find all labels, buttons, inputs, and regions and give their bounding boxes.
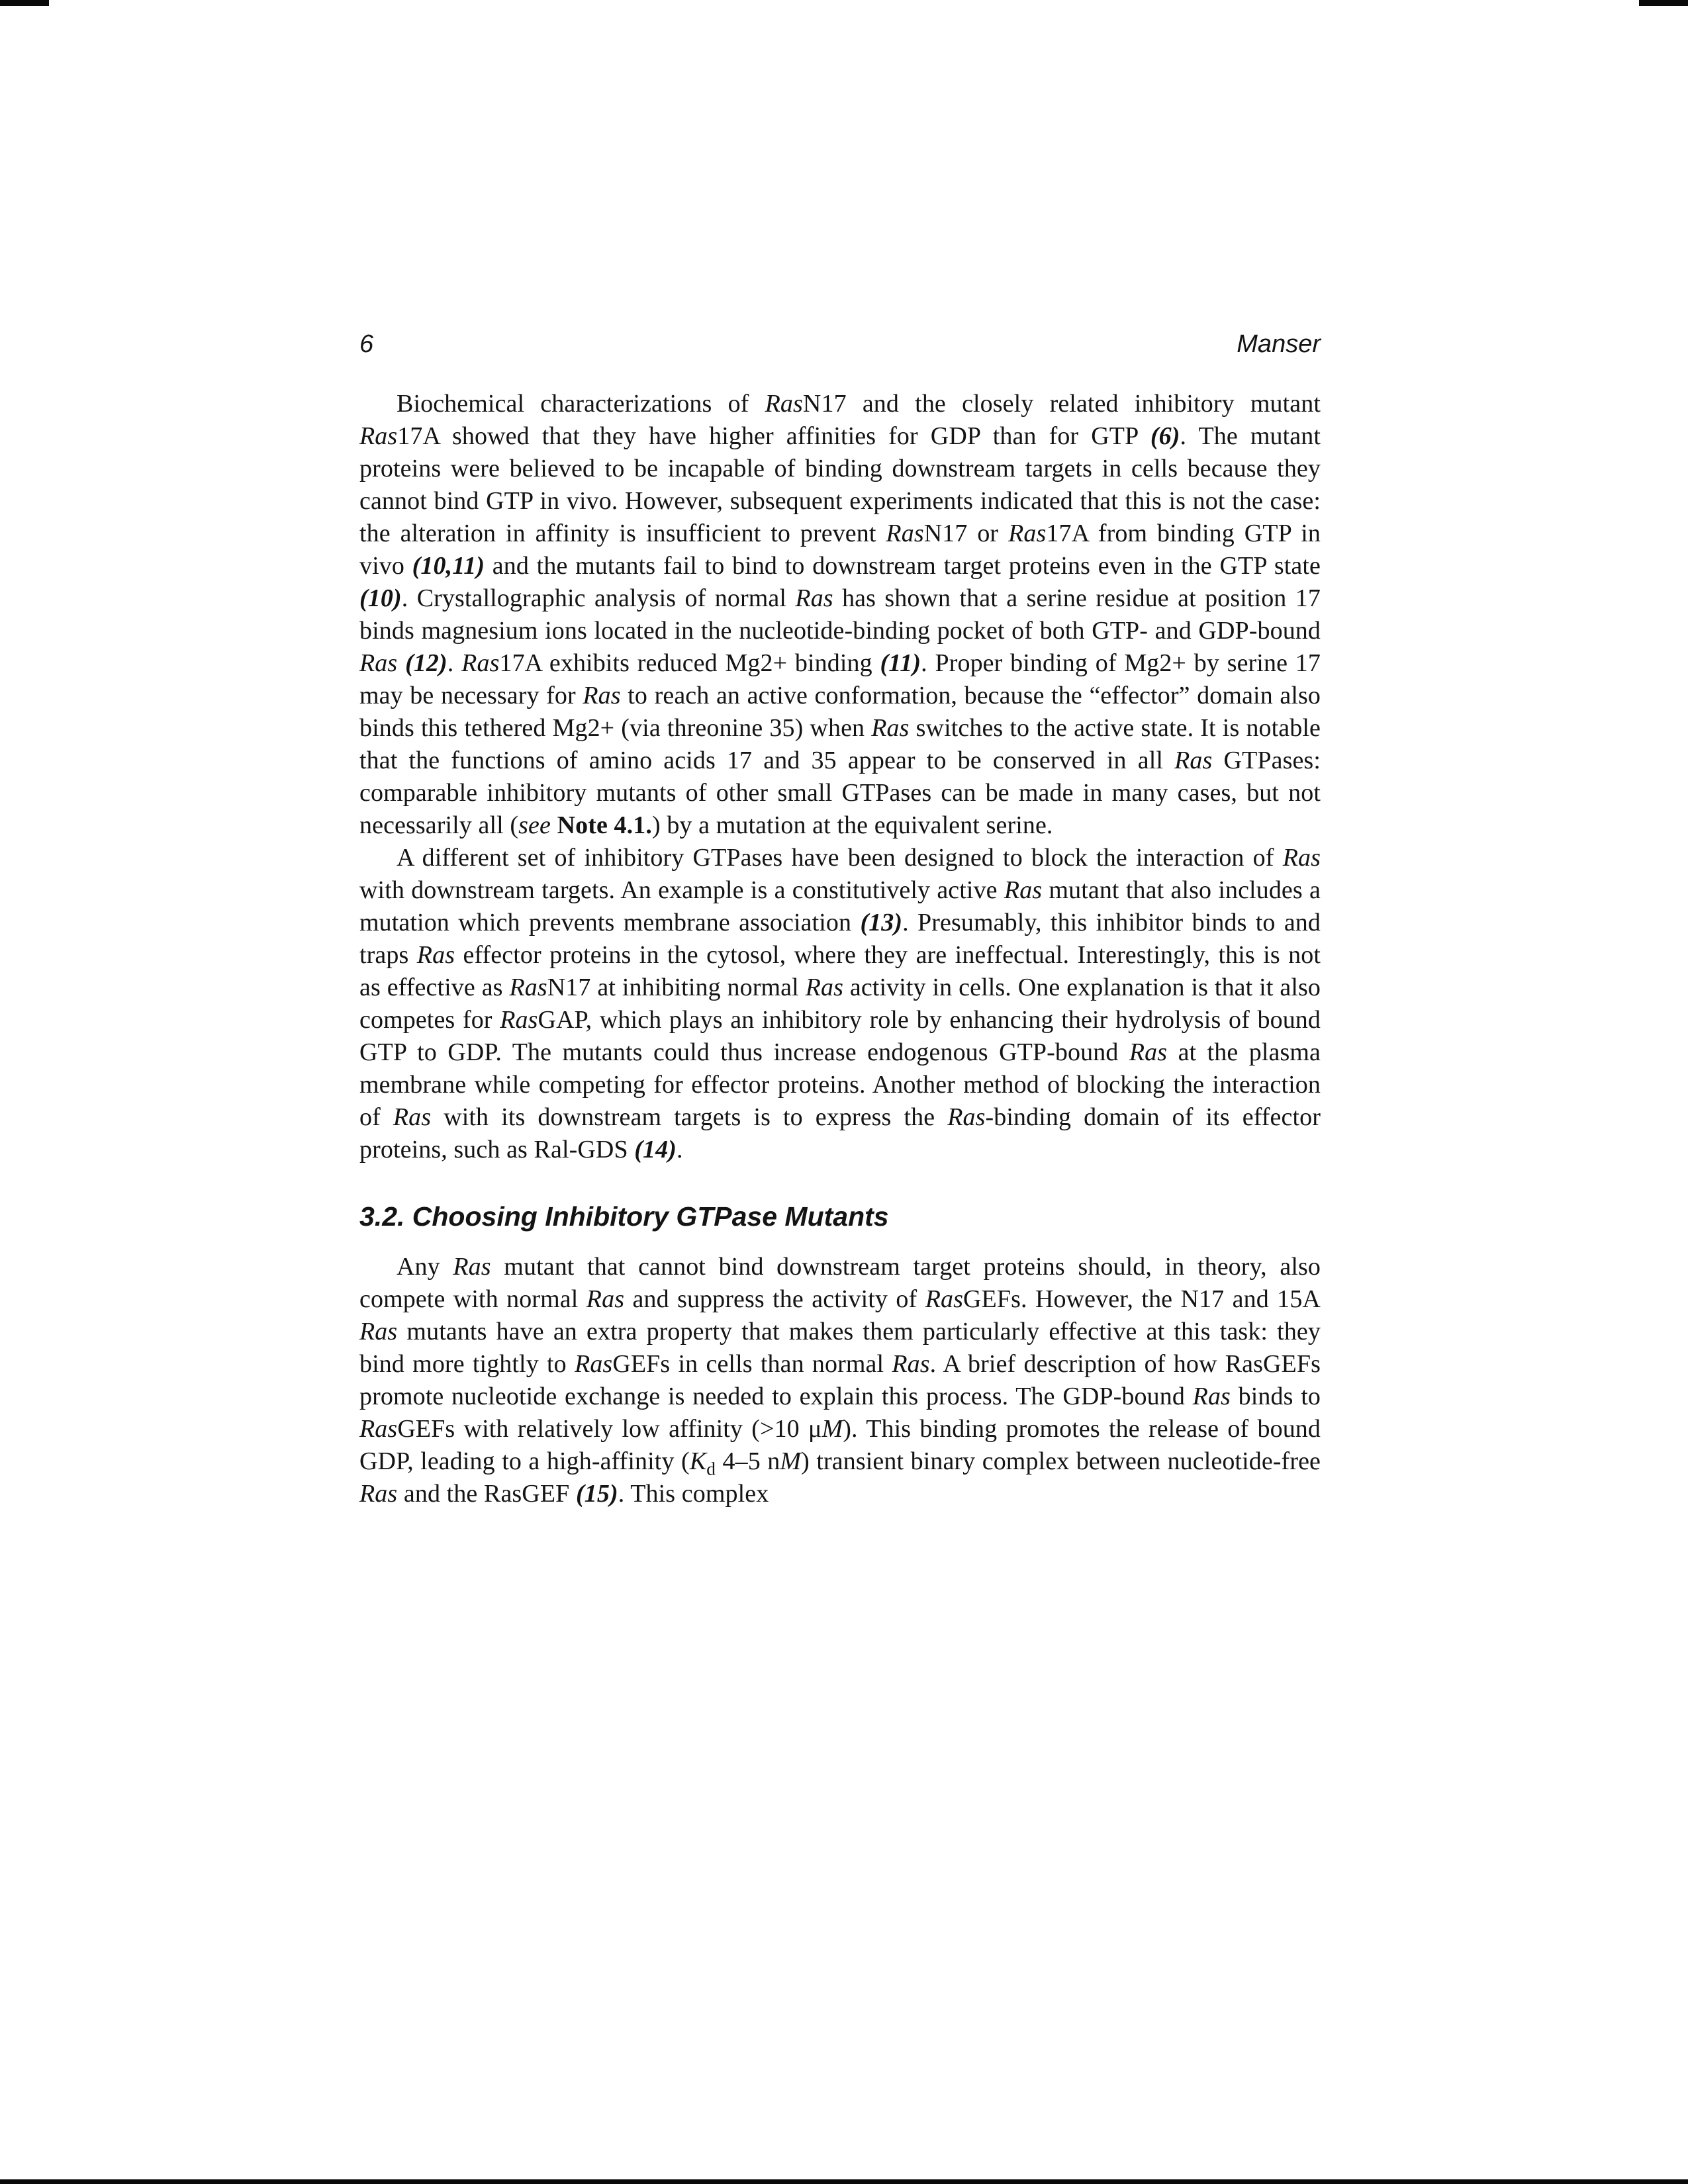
running-header	[359, 330, 1321, 359]
text-segment: (12)	[405, 649, 447, 677]
text-segment: N17 or	[923, 520, 1009, 547]
text-segment: . Crystallographic analysis of normal	[401, 584, 796, 612]
text-segment: Ras	[1004, 876, 1043, 904]
text-segment: (15)	[576, 1480, 618, 1508]
text-segment: GTPases: comparable inhibitory mutants of other small GTPases can be made in many cases, but not necessarily all (	[359, 747, 1321, 839]
text-segment: at the plasma membrane while competing for effector proteins. Another method of blocking the interaction of	[359, 1038, 1321, 1131]
text-segment: A different set of inhibitory GTPases have been designed to block the interaction of	[397, 844, 1283, 872]
text-segment: (10,11)	[412, 552, 485, 580]
text-segment: (11)	[880, 649, 921, 677]
running-head-author: Manser	[1237, 330, 1321, 358]
text-segment: Biochemical characterizations of	[397, 390, 765, 418]
text-segment: Ras	[393, 1103, 432, 1131]
text-segment: mutant that cannot bind downstream target proteins should, in theory, also compete with normal	[359, 1253, 1321, 1313]
paragraph-choosing-mutants	[359, 1251, 1321, 1510]
text-segment: Ras	[509, 974, 547, 1001]
text-segment: M	[780, 1447, 802, 1475]
text-segment: . This complex	[618, 1480, 769, 1508]
scan-artifact-top-left	[0, 0, 49, 6]
text-segment: and the RasGEF	[397, 1480, 576, 1508]
text-segment: with downstream targets. An example is a constitutively active	[359, 876, 1004, 904]
text-segment: K	[689, 1447, 707, 1475]
text-segment: Ras	[892, 1350, 930, 1378]
text-segment: Ras	[871, 714, 910, 742]
text-segment: . The mutant proteins were believed to be incapable of binding downstream targets in cells because they cannot bind GTP in vivo. However, subsequent experiments indicated that this is not the case: the alteration in affinity is insufficient to prevent	[359, 422, 1321, 547]
text-segment: 17A exhibits reduced Mg2+ binding	[499, 649, 880, 677]
text-segment: 4–5 n	[716, 1447, 780, 1475]
text-segment: switches to the active state. It is notable that the functions of amino acids 17 and 35 appear to be conserved in all	[359, 714, 1321, 774]
page-number: 6	[359, 330, 374, 358]
section-heading-3-2: 3.2. Choosing Inhibitory GTPase Mutants	[359, 1201, 889, 1232]
text-block	[359, 330, 1321, 1510]
text-segment: to reach an active conformation, because the “effector” domain also binds this tethered Mg2+ (via threonine 35) when	[359, 682, 1321, 742]
text-segment: binds to	[1230, 1383, 1321, 1410]
text-segment: GAP, which plays an inhibitory role by enhancing their hydrolysis of bound GTP to GDP. The mutants could thus increase endogenous GTP-bound	[359, 1006, 1321, 1066]
text-segment: M	[821, 1415, 843, 1443]
text-segment	[397, 649, 405, 677]
text-segment: Ras	[359, 649, 398, 677]
text-segment: Ras	[453, 1253, 491, 1281]
scan-artifact-top-right	[1639, 0, 1688, 6]
text-segment: Ras	[359, 1318, 398, 1345]
text-segment: see	[518, 811, 551, 839]
text-segment: (13)	[860, 909, 903, 936]
scan-artifact-bottom-edge	[0, 2179, 1688, 2184]
text-segment: Ras	[461, 649, 500, 677]
text-segment: N17 at inhibiting normal	[547, 974, 806, 1001]
text-segment: ) transient binary complex between nucleotide-free	[801, 1447, 1321, 1475]
text-segment: Ras	[886, 520, 924, 547]
text-segment: Ras	[586, 1285, 625, 1313]
text-segment: Ras	[359, 1480, 398, 1508]
text-segment: . Proper binding of Mg2+ by serine 17 may be necessary for	[359, 649, 1321, 709]
text-segment: N17 and the closely related inhibitory mutant	[802, 390, 1321, 418]
text-segment: Ras	[1129, 1038, 1168, 1066]
text-segment: Ras	[575, 1350, 613, 1378]
text-segment: Note 4.1.	[557, 811, 652, 839]
text-segment: and the mutants fail to bind to downstream target proteins even in the GTP state	[485, 552, 1321, 580]
text-segment: .	[677, 1136, 683, 1163]
text-segment: . Presumably, this inhibitor binds to and traps	[359, 909, 1321, 969]
text-segment: Any	[397, 1253, 453, 1281]
text-segment: activity in cells. One explanation is that it also competes for	[359, 974, 1321, 1034]
text-segment	[551, 811, 557, 839]
text-segment: GEFs with relatively low affinity (>10 μ	[397, 1415, 822, 1443]
text-segment: has shown that a serine residue at position 17 binds magnesium ions located in the nucleotide-binding pocket of both GTP- and GDP-bound	[359, 584, 1321, 645]
text-segment: Ras	[1192, 1383, 1231, 1410]
text-segment: 17A showed that they have higher affinities for GDP than for GTP	[397, 422, 1150, 450]
text-segment: (6)	[1150, 422, 1180, 450]
text-segment: (10)	[359, 584, 402, 612]
text-segment: Ras	[795, 584, 833, 612]
text-segment: effector proteins in the cytosol, where they are ineffectual. Interestingly, this is not as effective as	[359, 941, 1321, 1001]
text-segment: and suppress the activity of	[624, 1285, 925, 1313]
text-segment: d	[706, 1459, 716, 1479]
text-segment: with its downstream targets is to express the	[431, 1103, 948, 1131]
text-segment: Ras	[1174, 747, 1213, 774]
text-segment: Ras	[765, 390, 803, 418]
text-segment: ). This binding promotes the release of bound GDP, leading to a high-affinity (	[359, 1415, 1321, 1475]
paragraph-inhibitory-gtpases	[359, 842, 1321, 1166]
text-segment: (14)	[634, 1136, 677, 1163]
text-segment: Ras	[1008, 520, 1047, 547]
paragraph-biochemical-characterizations	[359, 388, 1321, 842]
text-segment: ) by a mutation at the equivalent serine.	[651, 811, 1053, 839]
text-segment: Ras	[500, 1006, 538, 1034]
text-segment: mutants have an extra property that makes them particularly effective at this task: they bind more tightly to	[359, 1318, 1321, 1378]
text-segment: Ras	[416, 941, 455, 969]
text-segment: 17A from binding GTP in vivo	[359, 520, 1321, 580]
text-segment: GEFs in cells than normal	[612, 1350, 892, 1378]
text-segment: mutant that also includes a mutation which prevents membrane association	[359, 876, 1321, 936]
text-segment: Ras	[925, 1285, 963, 1313]
text-segment: Ras	[947, 1103, 986, 1131]
text-segment: Ras	[1282, 844, 1321, 872]
text-segment: -binding domain of its effector proteins, such as Ral-GDS	[359, 1103, 1321, 1163]
text-segment: Ras	[583, 682, 621, 709]
text-segment: Ras	[359, 422, 398, 450]
text-segment: . A brief description of how RasGEFs promote nucleotide exchange is needed to explain this process. The GDP-bound	[359, 1350, 1321, 1410]
text-segment: GEFs. However, the N17 and 15A	[963, 1285, 1321, 1313]
text-segment: Ras	[359, 1415, 398, 1443]
text-segment: Ras	[805, 974, 843, 1001]
text-segment: .	[447, 649, 462, 677]
